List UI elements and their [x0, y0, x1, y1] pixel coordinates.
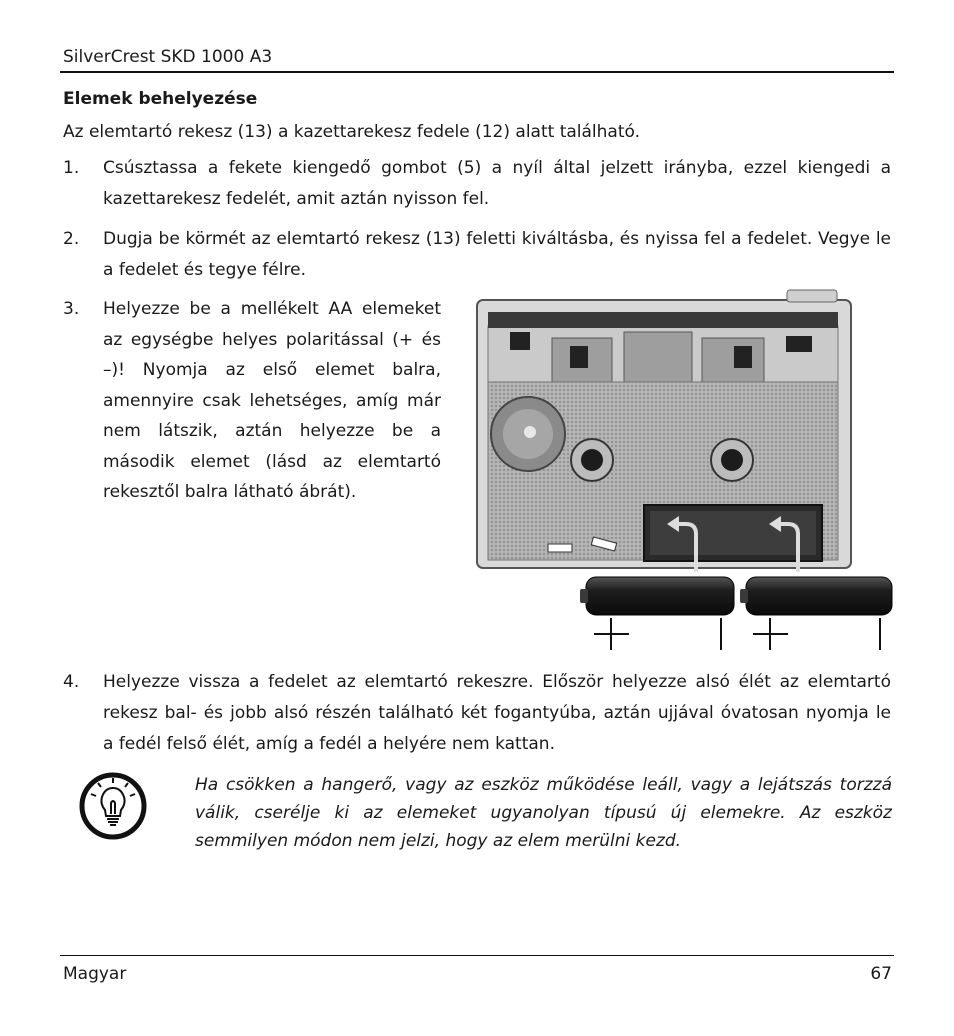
step-line: a fedelet és tegye félre.: [103, 260, 306, 280]
lightbulb-icon: [78, 770, 148, 840]
section-heading: Elemek behelyezése: [63, 89, 258, 109]
step-line: amennyire csak lehetséges, amíg már: [103, 390, 441, 411]
step-number: 1.: [63, 158, 80, 178]
step-line: második elemet (lásd az elemtartó: [103, 451, 441, 472]
step-line: rekesz bal- és jobb alsó részén található két fogantyúba, aztán ujjával óvatosan nyomja le: [103, 703, 891, 723]
step-text: [103, 224, 891, 286]
step-line: Helyezze vissza a fedelet az elemtartó rekeszre. Először helyezze alsó élét az elemtartó: [103, 672, 891, 692]
step-line: Helyezze be a mellékelt AA elemeket: [103, 299, 441, 319]
battery-insertion-figure: [474, 288, 894, 660]
step-line: Dugja be körmét az elemtartó rekesz (13) feletti kiváltásba, és nyissa fel a fedelet. Vegye le: [103, 229, 891, 249]
step-line: –)! Nyomja az első elemet balra,: [103, 360, 441, 380]
footer-divider: [60, 955, 894, 956]
page-number: 67: [870, 964, 892, 984]
step-number: 4.: [63, 672, 80, 692]
step-line: rekesztől balra látható ábrát).: [103, 482, 357, 502]
header-divider: [60, 71, 894, 73]
step-number: 3.: [63, 299, 80, 319]
step-line: Csúsztassa a fekete kiengedő gombot (5) a nyíl által jelzett irányba, ezzel kiengedi a: [103, 158, 891, 178]
step-line: az egységbe helyes polaritással (+ és: [103, 329, 441, 350]
intro-paragraph: Az elemtartó rekesz (13) a kazettarekesz fedele (12) alatt található.: [63, 122, 641, 142]
step-line: nem látszik, aztán helyezze be a: [103, 421, 441, 441]
step-line: kazettarekesz fedelét, amit aztán nyisson fel.: [103, 189, 490, 209]
cassette-battery-compartment-illustration: [474, 288, 894, 660]
step-text: [103, 667, 891, 760]
step-text: [103, 294, 441, 508]
footer-language: Magyar: [63, 964, 127, 984]
step-line: a fedél felső élét, amíg a fedél a helyére nem kattan.: [103, 734, 555, 754]
tip-text: Ha csökken a hangerő, vagy az eszköz működése leáll, vagy a lejátszás torzzá válik, cserélje ki az elemeket ugyanolyan típusú új elemekre. Az eszköz semmilyen módon nem jelzi, hogy az elem merülni kezd.: [195, 775, 892, 851]
step-number: 2.: [63, 229, 80, 249]
document-header-title: SilverCrest SKD 1000 A3: [63, 47, 273, 67]
step-text: [103, 153, 891, 215]
